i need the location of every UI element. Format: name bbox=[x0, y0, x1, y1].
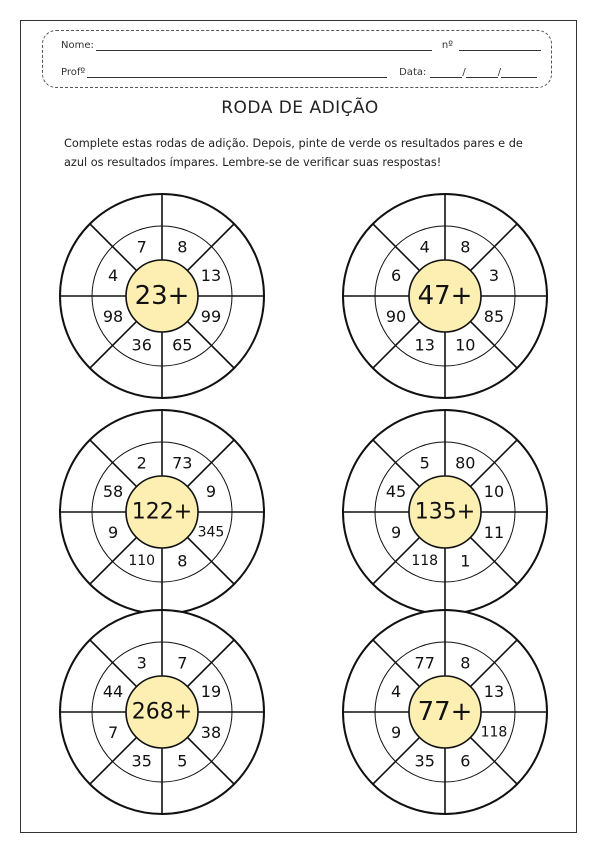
wheel-answer-slot[interactable] bbox=[231, 253, 251, 273]
wheel-answer-slot[interactable] bbox=[185, 423, 205, 443]
wheel-answer-slot[interactable] bbox=[185, 781, 205, 801]
wheel-answer-slot[interactable] bbox=[119, 781, 139, 801]
wheel-addend: 85 bbox=[483, 306, 505, 326]
wheel-answer-slot[interactable] bbox=[119, 581, 139, 601]
teacher-label: Profº bbox=[61, 67, 86, 78]
wheel-answer-slot[interactable] bbox=[402, 423, 422, 443]
wheel-center-number: 23+ bbox=[134, 281, 190, 311]
instructions: Complete estas rodas de adição. Depois, pinte de verde os resultados pares e de azul os resultados ímpares. Lembre-se de verificar suas respostas! bbox=[64, 137, 523, 169]
wheel-answer-slot[interactable] bbox=[73, 469, 93, 489]
wheel-answer-slot[interactable] bbox=[356, 253, 376, 273]
wheel-addend: 65 bbox=[172, 335, 193, 355]
addition-wheel bbox=[60, 610, 264, 814]
wheel-addend: 35 bbox=[131, 751, 152, 771]
wheel-addend: 9 bbox=[390, 722, 402, 742]
wheel-answer-slot[interactable] bbox=[73, 669, 93, 689]
wheel-answer-slot[interactable] bbox=[514, 319, 534, 339]
wheel-addend: 345 bbox=[197, 524, 225, 541]
wheel-answer-slot[interactable] bbox=[356, 669, 376, 689]
wheel-answer-slot[interactable] bbox=[402, 365, 422, 385]
wheel-addend: 9 bbox=[107, 522, 119, 542]
wheel-addend: 10 bbox=[455, 335, 476, 355]
wheel-addend: 90 bbox=[385, 306, 407, 326]
wheel-addend: 38 bbox=[200, 722, 222, 742]
wheel-addend: 1 bbox=[460, 551, 471, 571]
wheel-answer-slot[interactable] bbox=[185, 623, 205, 643]
wheel-addend: 4 bbox=[107, 266, 119, 286]
wheel-answer-slot[interactable] bbox=[231, 535, 251, 555]
addition-wheel bbox=[343, 410, 547, 614]
wheel-answer-slot[interactable] bbox=[231, 469, 251, 489]
wheel-answer-slot[interactable] bbox=[402, 781, 422, 801]
wheel-addend: 7 bbox=[136, 237, 147, 257]
wheel-addend: 9 bbox=[390, 522, 402, 542]
wheel-addend: 7 bbox=[107, 722, 119, 742]
wheel-addend: 35 bbox=[414, 751, 435, 771]
wheel-answer-slot[interactable] bbox=[356, 319, 376, 339]
wheel-answer-slot[interactable] bbox=[73, 535, 93, 555]
wheel-addend: 13 bbox=[200, 266, 222, 286]
wheel-addend: 3 bbox=[136, 653, 147, 673]
wheel-answer-slot[interactable] bbox=[514, 735, 534, 755]
wheel-addend: 6 bbox=[390, 266, 402, 286]
wheel-addend: 3 bbox=[488, 266, 500, 286]
wheel-answer-slot[interactable] bbox=[356, 469, 376, 489]
wheel-answer-slot[interactable] bbox=[119, 207, 139, 227]
wheel-answer-slot[interactable] bbox=[514, 669, 534, 689]
wheel-answer-slot[interactable] bbox=[514, 253, 534, 273]
wheel-addend: 4 bbox=[390, 682, 402, 702]
wheel-addend: 45 bbox=[385, 482, 407, 502]
wheel-addend: 5 bbox=[419, 453, 430, 473]
wheel-answer-slot[interactable] bbox=[402, 581, 422, 601]
wheel-answer-slot[interactable] bbox=[119, 365, 139, 385]
wheel-center-number: 135+ bbox=[414, 499, 476, 525]
wheel-addend: 77 bbox=[414, 653, 435, 673]
wheel-center-number: 122+ bbox=[131, 499, 193, 525]
wheel-addend: 10 bbox=[483, 482, 505, 502]
wheel-answer-slot[interactable] bbox=[185, 581, 205, 601]
wheel-addend: 99 bbox=[200, 306, 222, 326]
wheel-center-number: 268+ bbox=[131, 699, 193, 725]
wheel-answer-slot[interactable] bbox=[185, 365, 205, 385]
name-label: Nome: bbox=[61, 40, 94, 51]
page-title: RODA DE ADIÇÃO bbox=[221, 98, 379, 118]
wheel-addend: 5 bbox=[177, 751, 188, 771]
addition-wheel bbox=[60, 194, 264, 398]
wheel-addend: 80 bbox=[455, 453, 476, 473]
wheel-answer-slot[interactable] bbox=[119, 423, 139, 443]
wheel-addend: 44 bbox=[102, 682, 124, 702]
wheel-answer-slot[interactable] bbox=[231, 669, 251, 689]
wheel-addend: 2 bbox=[136, 453, 147, 473]
wheel-addend: 36 bbox=[131, 335, 152, 355]
wheel-addend: 8 bbox=[177, 237, 188, 257]
wheel-answer-slot[interactable] bbox=[73, 253, 93, 273]
wheel-addend: 98 bbox=[102, 306, 124, 326]
number-label: nº bbox=[441, 40, 453, 51]
wheel-answer-slot[interactable] bbox=[514, 469, 534, 489]
wheel-addend: 6 bbox=[460, 751, 471, 771]
date-label: Data: bbox=[399, 67, 427, 78]
wheel-answer-slot[interactable] bbox=[468, 365, 488, 385]
addition-wheel bbox=[60, 410, 264, 614]
wheel-addend: 11 bbox=[483, 522, 505, 542]
wheel-answer-slot[interactable] bbox=[468, 781, 488, 801]
wheel-center-number: 77+ bbox=[417, 697, 473, 727]
wheel-answer-slot[interactable] bbox=[468, 581, 488, 601]
wheel-answer-slot[interactable] bbox=[356, 735, 376, 755]
wheel-addend: 9 bbox=[205, 482, 217, 502]
wheel-addend: 13 bbox=[414, 335, 435, 355]
wheel-answer-slot[interactable] bbox=[514, 535, 534, 555]
wheel-addend: 73 bbox=[172, 453, 193, 473]
wheel-answer-slot[interactable] bbox=[468, 207, 488, 227]
wheel-center-number: 47+ bbox=[417, 281, 473, 311]
wheel-addend: 7 bbox=[177, 653, 188, 673]
wheel-addend: 19 bbox=[200, 682, 222, 702]
wheel-answer-slot[interactable] bbox=[73, 319, 93, 339]
wheel-addend: 4 bbox=[419, 237, 430, 257]
wheel-addend: 118 bbox=[411, 552, 439, 569]
wheel-addend: 8 bbox=[460, 653, 471, 673]
wheel-answer-slot[interactable] bbox=[356, 535, 376, 555]
wheel-answer-slot[interactable] bbox=[402, 623, 422, 643]
wheel-addend: 8 bbox=[177, 551, 188, 571]
wheel-addend: 110 bbox=[128, 552, 156, 569]
wheel-answer-slot[interactable] bbox=[119, 623, 139, 643]
wheel-answer-slot[interactable] bbox=[231, 319, 251, 339]
addition-wheel bbox=[343, 194, 547, 398]
wheel-addend: 13 bbox=[483, 682, 505, 702]
wheel-answer-slot[interactable] bbox=[468, 423, 488, 443]
date-separator: / bbox=[462, 67, 466, 78]
wheel-addend: 8 bbox=[460, 237, 471, 257]
wheel-answer-slot[interactable] bbox=[73, 735, 93, 755]
wheel-answer-slot[interactable] bbox=[468, 623, 488, 643]
date-separator: / bbox=[497, 67, 502, 78]
wheel-answer-slot[interactable] bbox=[231, 735, 251, 755]
wheel-answer-slot[interactable] bbox=[402, 207, 422, 227]
wheel-addend: 58 bbox=[102, 482, 124, 502]
wheel-answer-slot[interactable] bbox=[185, 207, 205, 227]
addition-wheel bbox=[343, 610, 547, 814]
wheel-addend: 118 bbox=[480, 724, 508, 741]
